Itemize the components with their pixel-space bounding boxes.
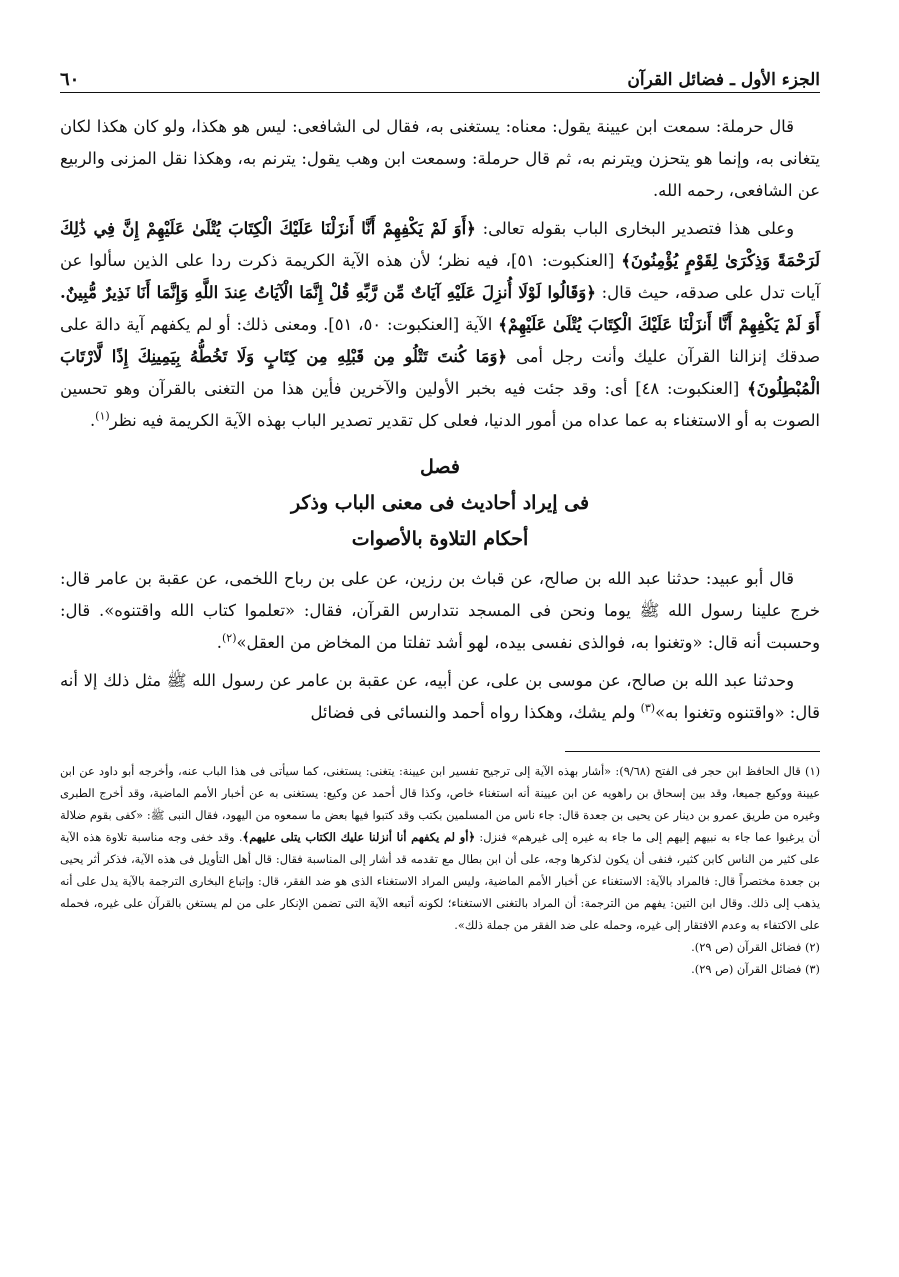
paragraph-second-chain xyxy=(60,665,820,729)
text-segment: (١) قال الحافظ ابن حجر فى الفتح (٩/٦٨): «أشار بهذه الآية إلى ترجيح تفسير ابن عيينة: يتغنى: يستغنى، كما سيأتى فى هذا الباب عنه، وأخرجه أبو داود عن ابن عيينة ووكيع جميعا، وقد بين إسحاق بن راهويه عن ابن عيينة أنه استغناء خاص، وكذا قال أحمد عن وكيع: يستغنى به عن أخبار الأمم الماضية، وقد أخرج الطبرى وغيره من طريق عمرو بن دينار عن يحيى بن جعدة قال: جاء ناس من المسلمين بكتب وقد كتبوا فيها بعض ما سمعوه من اليهود، فقال النبى ﷺ: «كفى بقوم ضلالة أن يرغبوا عما جاء به نبيهم إليهم إلى ما جاء به غيره إلى غيرهم» فنزل: xyxy=(60,764,821,844)
heading-line: فصل xyxy=(420,456,460,478)
text-segment: وعلى هذا فتصدير البخارى الباب بقوله تعالى: xyxy=(475,219,794,238)
text-segment: ولم يشك، وهكذا رواه أحمد والنسائى فى فضائل xyxy=(310,703,641,722)
footnotes xyxy=(60,760,820,980)
text-segment: . xyxy=(89,411,96,430)
running-header xyxy=(60,58,820,93)
text-segment: الآية [العنكبوت: ٥٠، ٥١]. ومعنى ذلك: أو لم يكفهم آية دالة على صدقك إنزالنا القرآن عليك وأنت رجل أمى xyxy=(60,315,820,366)
footnote-1 xyxy=(60,760,820,936)
footnote-2: (٢) فضائل القرآن (ص ٢٩). xyxy=(691,940,820,954)
text-segment: [العنكبوت: ٥١]، فيه نظر؛ لأن هذه الآية الكريمة ذكرت ردا على الذين سألوا عن آيات تدل على صدقه، حيث قال: xyxy=(60,251,821,302)
text-segment: . xyxy=(216,633,222,652)
running-title: الجزء الأول ـ فضائل القرآن xyxy=(627,70,820,90)
paragraph-bukhari-tasdir xyxy=(60,213,820,437)
text-segment: [العنكبوت: ٤٨] أى: وقد جئت فيه بخبر الأولين والآخرين فأين هذا من التغنى بالقرآن وهو تحسين الصوت به أو الاستغناء به عما عداه من أمور الدنيا، فعلى كل تقدير تصدير الباب بهذه الآية الكريمة فيه نظر xyxy=(60,379,820,430)
footnote-ref: (١) xyxy=(95,409,110,423)
footnote-3: (٣) فضائل القرآن (ص ٢٩). xyxy=(691,962,820,976)
text-segment: . وقد خفى وجه مناسبة تلاوة هذه الآية على كثير من الناس كابن كثير، فنفى أن يكون لذكرها وجه، على أن ابن بطال مع تقدمه قد أشار إلى المناسبة فقال: قال أهل التأويل فى هذه الآية، فذكر أثر يحيى بن جعدة مختصراً قال: فالمراد بالآية: الاستغناء عن أخبار الأمم الماضية، وليس المراد الاستغناء الذى هو ضد الفقر، قال: وإتباع البخارى الترجمة بالآية يدل على أنه يذهب إلى ذلك. وقال ابن التين: يفهم من الترجمة: أن المراد بالتغنى الاستغناء؛ لكونه أتبعه الآية التى تضمن الإنكار على من لم يستغن بالقرآن على غيره، فحمله على الاكتفاء به وعدم الافتقار إلى غيره، وحمله على ضد الفقر من جملة ذلك». xyxy=(60,830,820,932)
quran-verse: ﴿وَقَالُوا لَوْلَا أُنزِلَ عَلَيْهِ آيَاتٌ مِّن رَّبِّهِ قُلْ إِنَّمَا الْآيَاتُ عِندَ اللَّهِ وَإِنَّمَا أَنَا نَذِيرٌ مُّبِينٌ. أَوَ لَمْ يَكْفِهِمْ أَنَّا أَنزَلْنَا عَلَيْكَ الْكِتَابَ يُتْلَىٰ عَلَيْهِمْ﴾ xyxy=(60,283,820,334)
heading-line: أحكام التلاوة بالأصوات xyxy=(351,528,529,550)
text-segment: وحدثنا عبد الله بن صالح، عن موسى بن على، عن أبيه، عن عقبة بن عامر عن رسول الله ﷺ مثل ذلك إلا أنه قال: «واقتنوه وتغنوا به» xyxy=(60,671,820,722)
footnote-ref: (٢) xyxy=(222,631,237,645)
main-text xyxy=(60,111,820,729)
paragraph-abu-ubaid xyxy=(60,563,820,659)
text-segment: قال أبو عبيد: حدثنا عبد الله بن صالح، عن قباث بن رزين، عن على بن رباح اللخمى، عن عقبة بن عامر قال: خرج علينا رسول الله ﷺ يوما ونحن فى المسجد نتدارس القرآن، فقال: «تعلموا كتاب الله واقتنوه». قال: وحسبت أنه قال: «وتغنوا به، فوالذى نفسى بيده، لهو أشد تفلتا من المخاض من العقل» xyxy=(60,569,820,652)
book-page xyxy=(60,58,820,980)
quran-verse: ﴿أَوَ لَمْ يَكْفِهِمْ أَنَّا أَنزَلْنَا عَلَيْكَ الْكِتَابَ يُتْلَىٰ عَلَيْهِمْ إِنَّ فِي ذَٰلِكَ لَرَحْمَةً وَذِكْرَىٰ لِقَوْمٍ يُؤْمِنُونَ﴾ xyxy=(60,219,820,270)
quran-verse: ﴿وَمَا كُنتَ تَتْلُو مِن قَبْلِهِ مِن كِتَابٍ وَلَا تَخُطُّهُ بِيَمِينِكَ إِذًا لَّارْتَابَ الْمُبْطِلُونَ﴾ xyxy=(60,347,821,398)
footnote-divider xyxy=(565,751,820,752)
paragraph-harmala: قال حرملة: سمعت ابن عيينة يقول: معناه: يستغنى به، فقال لى الشافعى: ليس هو هكذا، ولو كان هكذا لكان يتغانى به، وإنما هو يتحزن ويترنم به، ثم قال حرملة: وسمعت ابن وهب يقول: يترنم به، وهكذا نقل المزنى والربيع عن الشافعى، رحمه الله. xyxy=(60,117,820,200)
section-heading xyxy=(60,449,820,557)
heading-line: فى إيراد أحاديث فى معنى الباب وذكر xyxy=(290,492,590,514)
quran-verse: ﴿أو لم يكفهم أنا أنزلنا عليك الكتاب يتلى عليهم﴾ xyxy=(242,830,476,844)
footnote-ref: (٣) xyxy=(640,701,656,715)
page-number: ٦٠ xyxy=(60,69,80,90)
